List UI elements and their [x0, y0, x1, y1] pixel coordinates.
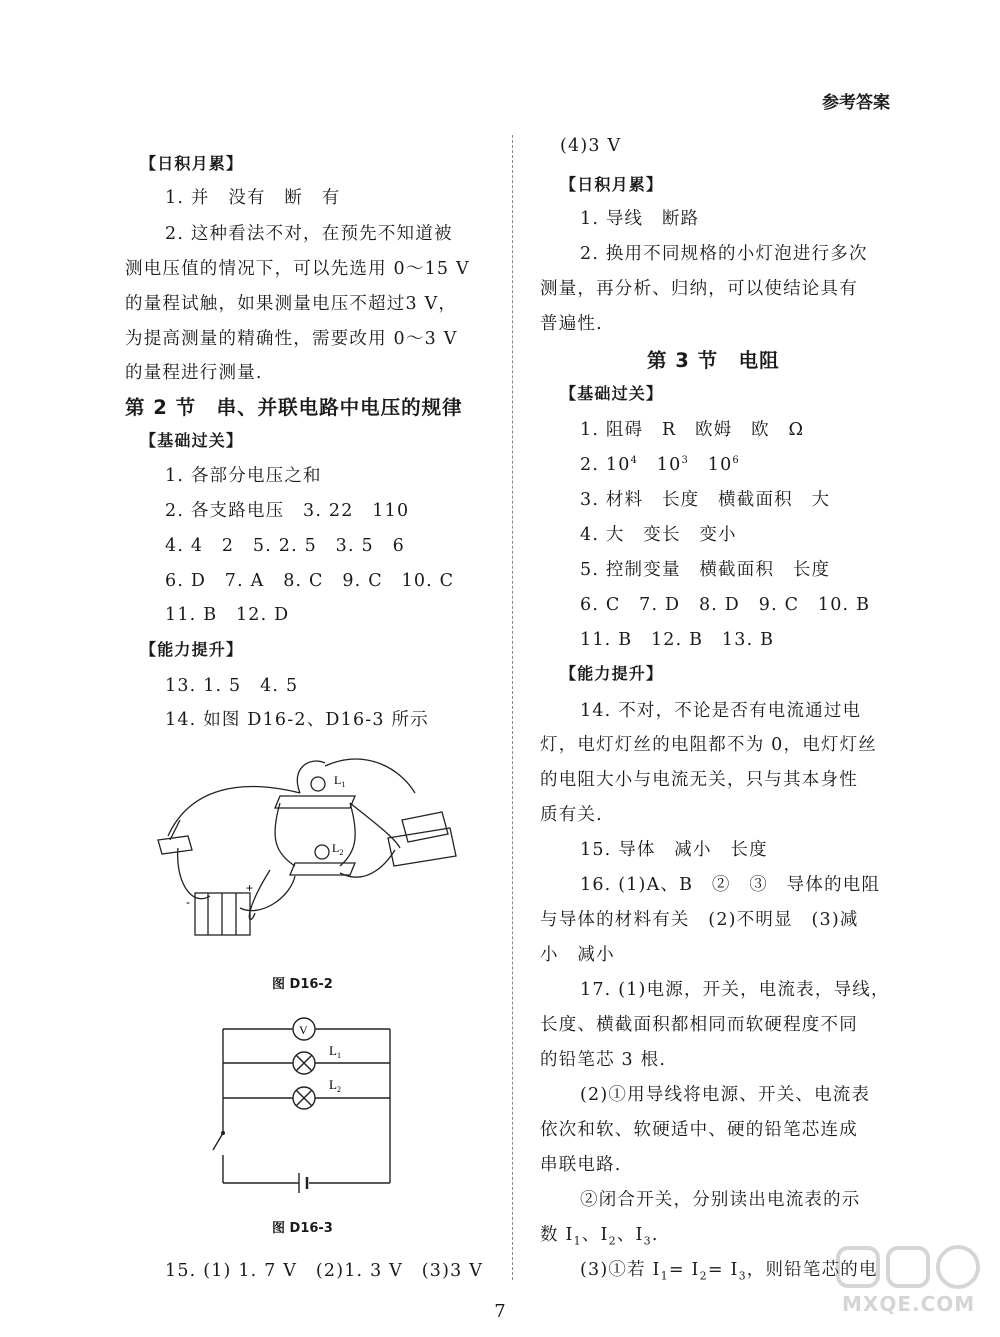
answer-line: 14. 如图 D16-2、D16-3 所示	[165, 710, 429, 730]
answer-line: 1. 各部分电压之和	[165, 466, 322, 486]
answer-line: 4. 4 2 5. 2. 5 3. 5 6	[165, 536, 405, 556]
answer-line: 15. (1) 1. 7 V (2)1. 3 V (3)3 V	[165, 1261, 484, 1281]
column-divider	[512, 135, 513, 1280]
answer-line: 5. 控制变量 横截面积 长度	[580, 560, 831, 580]
watermark-logo-icon	[830, 1238, 990, 1298]
answer-line: 串联电路.	[540, 1155, 622, 1175]
section-tag: 【基础过关】	[560, 384, 664, 403]
answer-line: 数 $I_1$、$I_2$、$I_3$.	[540, 1225, 659, 1248]
section-tag: 【能力提升】	[140, 640, 244, 659]
lamp-label: $L_1$	[329, 1043, 341, 1060]
answer-line: 2. 换用不同规格的小灯泡进行多次	[580, 244, 868, 264]
circuit-figure-d16-3	[205, 1015, 405, 1200]
answer-line: 的量程进行测量.	[125, 363, 263, 383]
answer-line: 普遍性.	[540, 314, 603, 334]
answer-line: 小 减小	[540, 945, 615, 965]
answer-line: 14. 不对，不论是否有电流通过电	[580, 701, 862, 721]
answer-line: 2. 这种看法不对，在预先不知道被	[165, 224, 453, 244]
answer-line: 的量程试触，如果测量电压不超过3 V，	[125, 294, 458, 314]
answer-line: 质有关.	[540, 805, 603, 825]
answer-line: 3. 材料 长度 横截面积 大	[580, 490, 831, 510]
circuit-figure-d16-2	[150, 748, 460, 948]
figure-caption: 图 D16-3	[272, 1221, 333, 1236]
answer-line: 为提高测量的精确性，需要改用 0～3 V	[125, 329, 458, 349]
figure-caption: 图 D16-2	[272, 977, 333, 992]
answer-line: 2. 各支路电压 3. 22 110	[165, 501, 410, 521]
answer-line: 灯，电灯灯丝的电阻都不为 0，电灯灯丝	[540, 735, 877, 755]
answer-line: 6. D 7. A 8. C 9. C 10. C	[165, 571, 455, 591]
answer-line: 长度、横截面积都相同而软硬程度不同	[540, 1015, 858, 1035]
answer-line: (2)①用导线将电源、开关、电流表	[580, 1085, 871, 1105]
answer-line: 6. C 7. D 8. D 9. C 10. B	[580, 595, 871, 615]
answer-line: 15. 导体 减小 长度	[580, 840, 768, 860]
answer-line: ②闭合开关，分别读出电流表的示	[580, 1190, 861, 1210]
answer-line: 1. 并 没有 断 有	[165, 188, 341, 208]
answer-line: 11. B 12. D	[165, 605, 290, 625]
section-title: 第 3 节 电阻	[647, 349, 780, 372]
answer-line: 1. 导线 断路	[580, 209, 700, 229]
watermark-text: MXQE.COM	[842, 1292, 976, 1316]
voltmeter-label: V	[299, 1023, 308, 1037]
lamp-label: $L_1$	[334, 773, 346, 789]
answer-line: 11. B 12. B 13. B	[580, 630, 775, 650]
section-title: 第 2 节 串、并联电路中电压的规律	[125, 396, 463, 419]
answer-line: (3)①若 $I_1= I_2= I_3$，则铅笔芯的电	[580, 1260, 878, 1283]
answer-line: 测量，再分析、归纳，可以使结论具有	[540, 279, 858, 299]
lamp-label: $L_2$	[332, 841, 344, 857]
answer-line: 13. 1. 5 4. 5	[165, 676, 299, 696]
answer-line: 1. 阻碍 R 欧姆 欧 Ω	[580, 420, 805, 440]
page-number: 7	[494, 1301, 506, 1322]
answer-line: 2. $10^4$ $10^3$ $10^6$	[580, 455, 740, 475]
answer-line: 的铅笔芯 3 根.	[540, 1050, 667, 1070]
answer-line: 依次和软、软硬适中、硬的铅笔芯连成	[540, 1120, 858, 1140]
lamp-label: $L_2$	[329, 1077, 341, 1094]
answer-line: (4)3 V	[560, 136, 622, 156]
answer-line: 17. (1)电源，开关，电流表，导线，	[580, 980, 890, 1000]
battery-positive-label: +	[246, 881, 254, 895]
battery-negative-label: -	[186, 895, 190, 909]
answer-line: 测电压值的情况下，可以先选用 0～15 V	[125, 259, 470, 279]
answer-line: 与导体的材料有关 (2)不明显 (3)减	[540, 910, 859, 930]
section-tag: 【基础过关】	[140, 431, 244, 450]
section-tag: 【日积月累】	[140, 154, 244, 173]
answer-line: 4. 大 变长 变小	[580, 525, 737, 545]
page-header: 参考答案	[822, 93, 890, 113]
section-tag: 【能力提升】	[560, 664, 664, 683]
answer-line: 16. (1)A、B ② ③ 导体的电阻	[580, 875, 881, 895]
answer-line: 的电阻大小与电流无关，只与其本身性	[540, 770, 858, 790]
section-tag: 【日积月累】	[560, 175, 664, 194]
